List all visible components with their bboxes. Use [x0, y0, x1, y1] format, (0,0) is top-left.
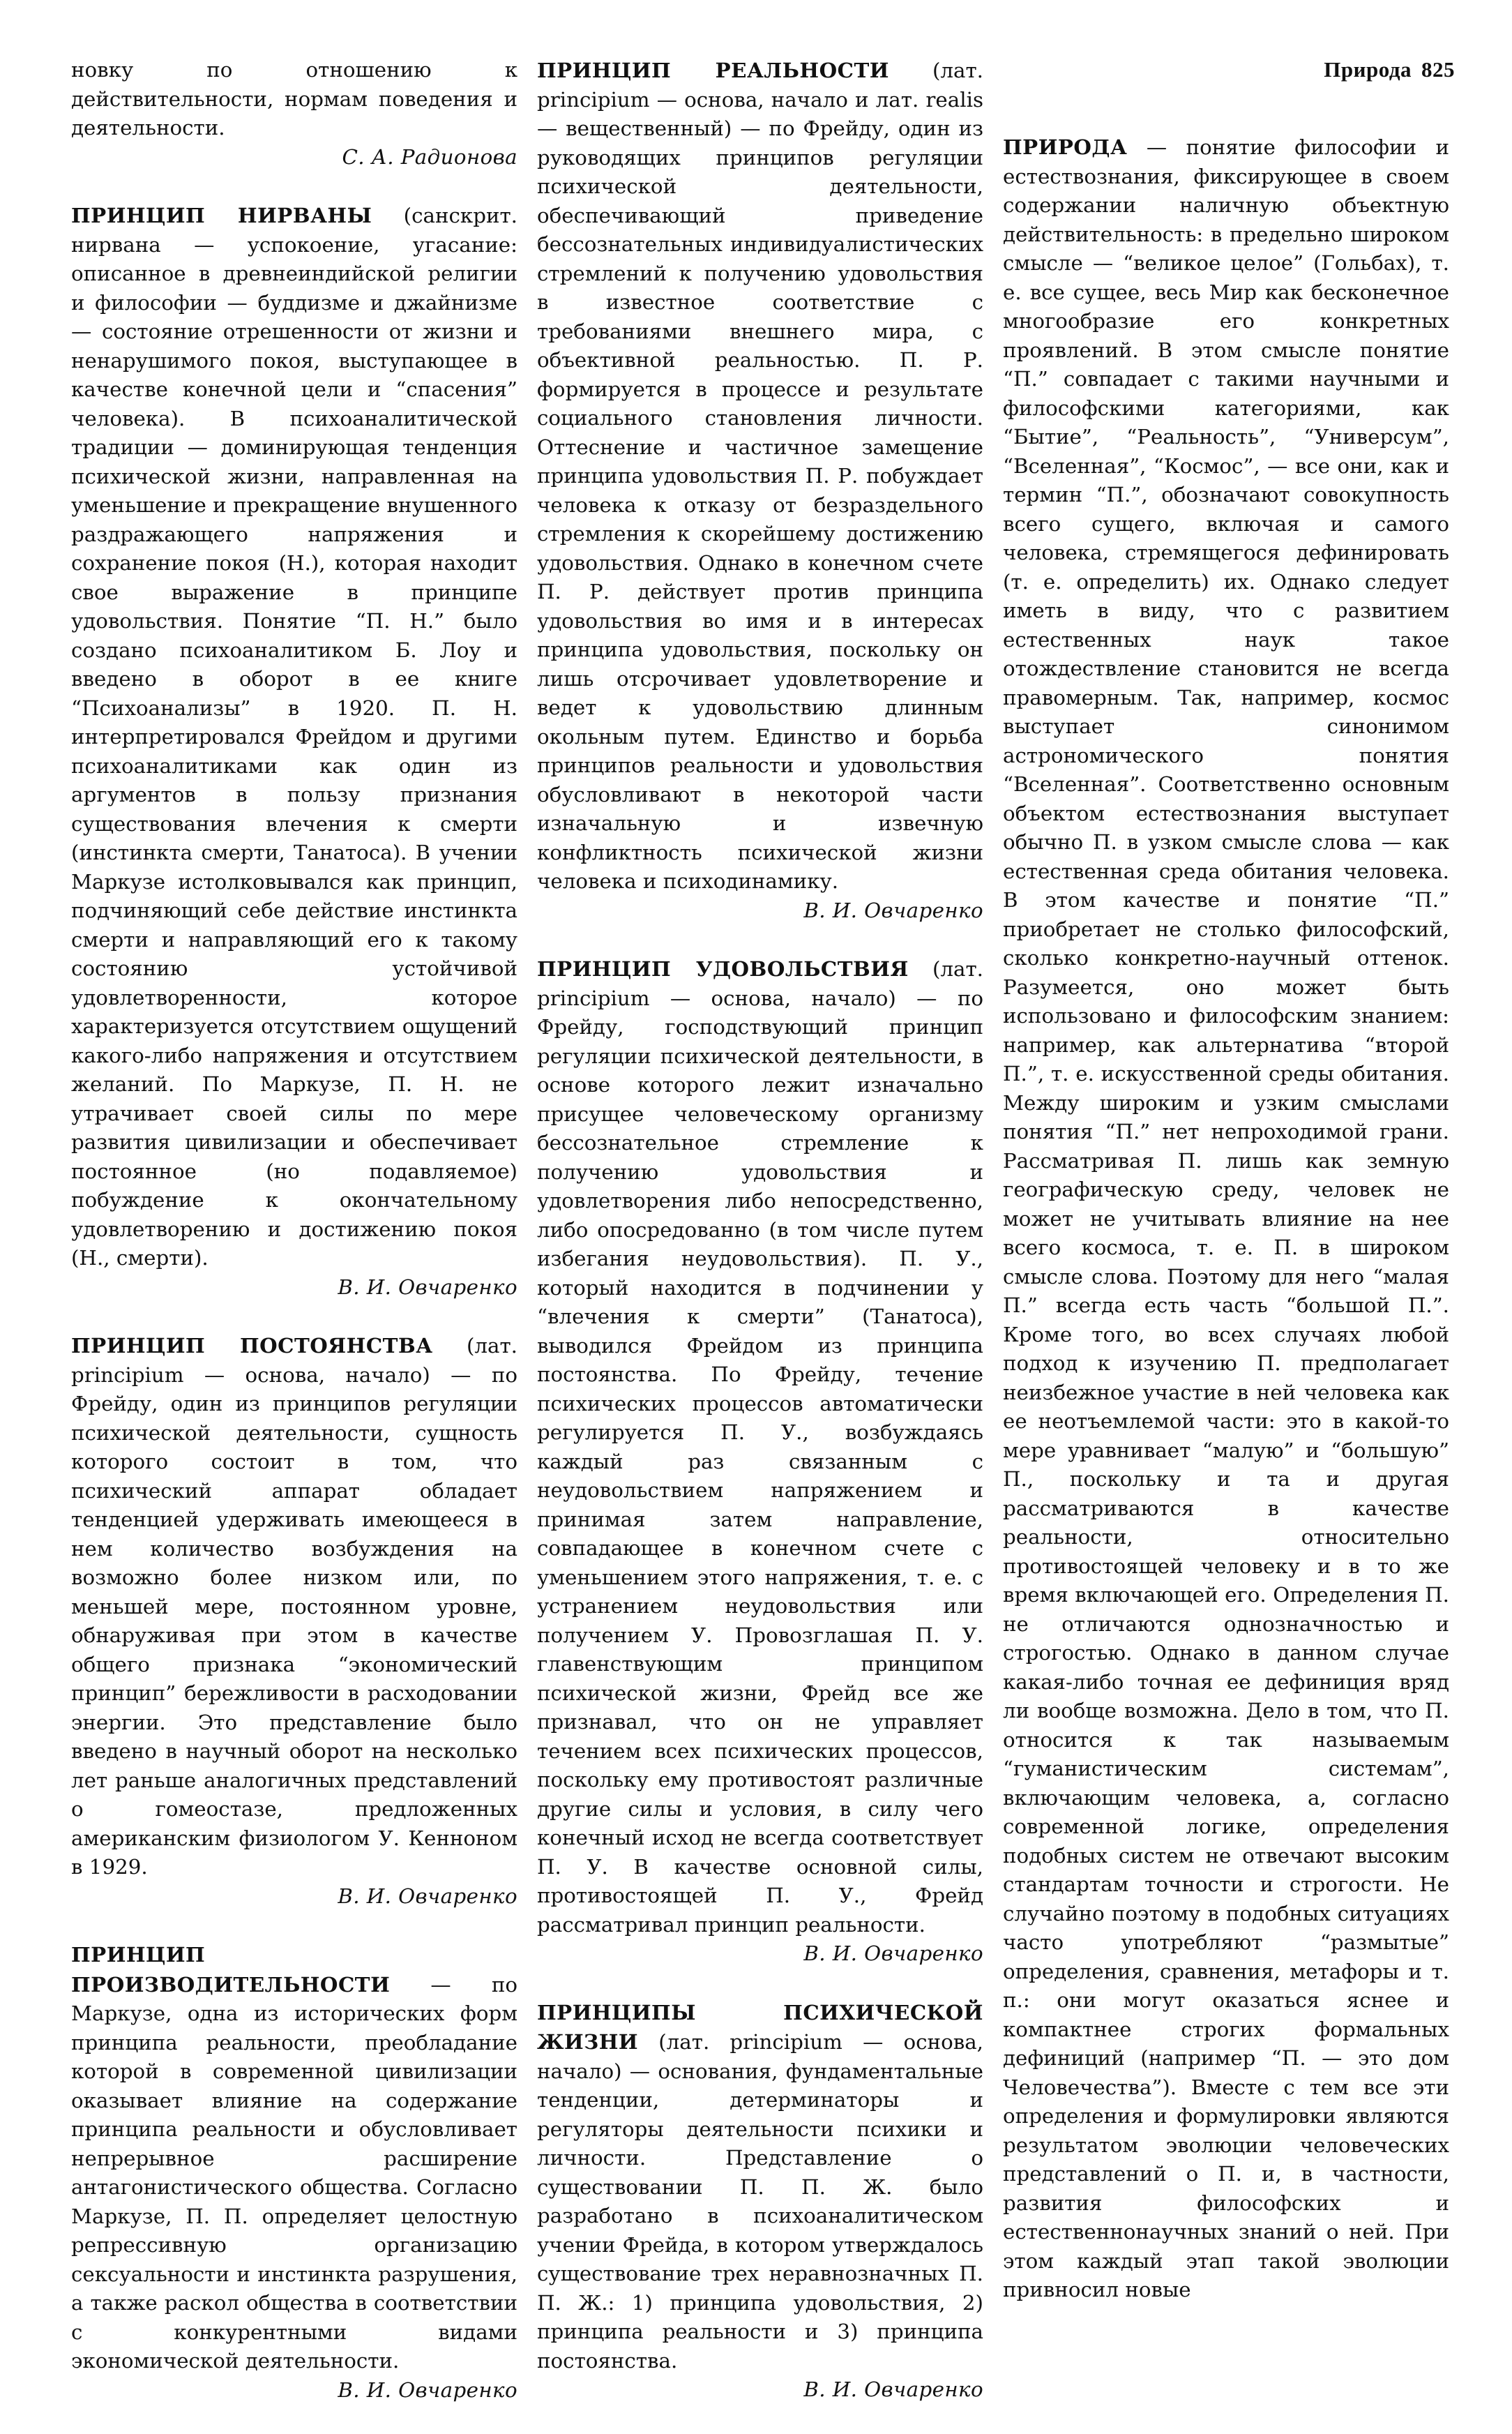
entry-body: новку по отношению к действительности, нормам поведения и деятельности. — [71, 58, 517, 140]
entry-body: (лат. principium — основа, начало) — по Фрейду, один из принципов регуляции психической деятельности, сущность которого состоит в том, что психический аппарат обладает тенденцией удерживать имеющееся в нем количество возбуждения на возможно более низком или, по меньшей мере, постоянном уровне, обнаруживая при этом в качестве общего признака “экономический принцип” бережливости в расходовании энергии. Это представление было введено в научный оборот на несколько лет раньше аналогичных представлений о гомеостазе, предложенных американским физиологом У. Кенноном в 1929. — [71, 1334, 517, 1879]
entry-term: ПРИНЦИП УДОВОЛЬСТВИЯ — [537, 956, 909, 981]
entry-author: В. И. Овчаренко — [338, 1884, 517, 1908]
page-number: 825 — [1421, 57, 1455, 82]
entry-author: С. А. Радионова — [342, 144, 517, 169]
entry-text — [1003, 133, 1449, 2305]
entry-body: (лат. principium — основа, начало) — основания, фундаментальные тенденции, детерминаторы и регуляторы деятельности психики и личности. Представление о существовании П. П. Ж. было разработано в психоаналитическом учении Фрейда, в котором утверждалось существование трех неравнозначных П. П. Ж.: 1) принципа удовольствия, 2) принципа реальности и 3) принципа постоянства. — [537, 2030, 983, 2373]
entry-author: В. И. Овчаренко — [803, 1941, 983, 1965]
entry-nature — [1003, 133, 1449, 2305]
entry-author: В. И. Овчаренко — [803, 898, 983, 922]
entry-text — [71, 1331, 517, 1882]
column-1 — [71, 56, 517, 2434]
column-3 — [1003, 133, 1449, 2334]
entry-term: ПРИНЦИП ПОСТОЯНСТВА — [71, 1333, 433, 1358]
entry-productivity — [71, 1940, 517, 2405]
entry-term: ПРИНЦИП НИРВАНЫ — [71, 203, 372, 227]
entry-body: (санскрит. нирвана — успокоение, угасание: описанное в древнеиндийской религии и философии — буддизме и джайнизме — состояние отрешенности от жизни и ненарушимого покоя, выступающее в качестве конечной цели и “спасения” человека). В психоаналитической традиции — доминирующая тенденция психической жизни, направленная на уменьшение и прекращение внушенного раздражающего напряжения и сохранение покоя (Н.), которая находит свое выражение в принципе удовольствия. Понятие “П. Н.” было создано психоаналитиком Б. Лоу и введено в оборот в ее книге “Психоанализы” в 1920. П. Н. интерпретировался Фрейдом и другими психоаналитиками как один из аргументов в пользу признания существования влечения к смерти (инстинкта смерти, Танатоса). В учении Маркузе истолковывался как принцип, подчиняющий себе действие инстинкта смерти и направляющий его к такому состоянию устойчивой удовлетворенности, которое характеризуется отсутствием ощущений какого-либо напряжения и отсутствием желаний. По Маркузе, П. Н. не утрачивает своей силы по мере развития цивилизации и обеспечивает постоянное (но подавляемое) побуждение к окончательному удовлетворению и достижению покоя (Н., смерти). — [71, 204, 517, 1270]
entry-body: — понятие философии и естествознания, фиксирующее в своем содержании наличную объектную действительность: в предельно широком смысле — “великое целое” (Гольбах), т. е. все сущее, весь Мир как бесконечное многообразие его конкретных проявлений. В этом смысле понятие “П.” совпадает с такими научными и философскими категориями, как “Бытие”, “Реальность”, “Универсум”, “Вселенная”, “Космос”, — все они, как и термин “П.”, обозначают совокупность всего сущего, включая и самого человека, стремящегося дефинировать (т. е. определить) их. Однако следует иметь в виду, что с развитием естественных наук такое отождествление становится не всегда правомерным. Так, например, космос выступает синонимом астрономического понятия “Вселенная”. Соответственно основным объектом естествознания выступает обычно П. в узком смысле слова — как естественная среда обитания человека. В этом качестве и понятие “П.” приобретает не столько философский, сколько конкретно-научный оттенок. Разумеется, оно может быть использовано и философским знанием: например, как альтернатива “второй П.”, т. е. искусственной среды обитания. Между широким и узким смыслами понятия “П.” нет непроходимой грани. Рассматривая П. лишь как земную географическую среду, человек не может не учитывать влияние на нее всего космоса, т. е. П. в широком смысле слова. Поэтому для него “малая П.” всегда есть часть “большой П.”. Кроме того, во всех случаях любой подход к изучению П. предполагает неизбежное участие в ней человека как ее неотъемлемой части: это в какой-то мере уравнивает “малую” и “большую” П., поскольку и та и другая рассматриваются в качестве реальности, относительно противостоящей человеку и в то же время включающей его. Определения П. не отличаются однозначностью и строгостью. Однако в данном случае какая-либо точная ее дефиниция вряд ли вообще возможна. Дело в том, что П. относится к так называемым “гуманистическим системам”, включающим человека, а, согласно современной логике, определения подобных систем не отвечают высоким стандартам точности и строгости. Не случайно поэтому в подобных ситуациях часто употребляют “размытые” определения, сравнения, метафоры и т. п.: они могут оказаться яснее и компактнее строгих формальных дефиниций (например “П. — это дом Человечества”). Вместе с тем все эти определения и формулировки являются результатом эволюции человеческих представлений о П. и, в частности, развития философских и естественнонаучных знаний о ней. При этом каждый этап такой эволюции привносил новые — [1003, 135, 1449, 2301]
entry-text — [71, 201, 517, 1273]
entry-nirvana — [71, 201, 517, 1302]
entry-term: ПРИНЦИП РЕАЛЬНОСТИ — [537, 58, 889, 82]
entry-text — [537, 56, 983, 896]
entry-author: В. И. Овчаренко — [803, 2377, 983, 2401]
entry-text — [71, 1940, 517, 2376]
column-2 — [537, 56, 983, 2434]
entry-pleasure — [537, 954, 983, 1969]
entry-body: (лат. principium — основа, начало) — по Фрейду, господствующий принцип регуляции психической деятельности, в основе которого лежит изначально присущее человеческому организму бессознательное стремление к получению удовольствия и удовлетворения либо непосредственно, либо опосредованно (в том числе путем избегания неудовольствия). П. У., который находится в подчинении у “влечения к смерти” (Танатоса), выводился Фрейдом из принципа постоянства. По Фрейду, течение психических процессов автоматически регулируется П. У., возбуждаясь каждый раз связанным с неудовольствием напряжением и принимая затем направление, совпадающее в конечном счете с уменьшением этого напряжения, т. е. с устранением неудовольствия или получением У. Провозглашая П. У. главенствующим принципом психической жизни, Фрейд все же признавал, что он не управляет течением всех психических процессов, поскольку ему противостоят различные другие силы и условия, в силу чего конечный исход не всегда соответствует П. У. В качестве основной силы, противостоящей П. У., Фрейд рассматривал принцип реальности. — [537, 957, 983, 1937]
entry-continuation — [71, 56, 517, 172]
entry-term: ПРИНЦИПЫ ПСИХИЧЕСКОЙ ЖИЗНИ — [537, 1999, 983, 2054]
entry-body: — по Маркузе, одна из исторических форм принципа реальности, преобладание которой в современной цивилизации оказывает влияние на содержание принципа реальности и обусловливает непрерывное расширение антагонистического общества. Согласно Маркузе, П. П. определяет целостную репрессивную организацию сексуальности и инстинкта разрушения, а также раскол общества в соответствии с конкурентными видами экономической деятельности. — [71, 1972, 517, 2373]
entry-term: ПРИНЦИП ПРОИЗВОДИТЕЛЬНОСТИ — [71, 1942, 391, 1997]
entry-author: В. И. Овчаренко — [338, 1275, 517, 1299]
entry-author: В. И. Овчаренко — [338, 2377, 517, 2402]
running-head-word: Природа — [1324, 57, 1412, 82]
entry-psychic-life — [537, 1998, 983, 2405]
entry-body: (лат. principium — основа, начало и лат. realis — вещественный) — по Фрейду, один из руководящих принципов регуляции психической деятельности, обеспечивающий приведение бессознательных индивидуалистических стремлений к получению удовольствия в известное соответствие с требованиями внешнего мира, с объективной реальностью. П. Р. формируется в процессе и результате социального становления личности. Оттеснение и частичное замещение принципа удовольствия П. Р. побуждает человека к отказу от безраздельного стремления к скорейшему достижению удовольствия. Однако в конечном счете П. Р. действует против принципа удовольствия во имя и в интересах принципа удовольствия, поскольку он лишь отсрочивает удовлетворение и ведет к удовольствию длинным окольным путем. Единство и борьба принципов реальности и удовольствия обусловливают в некоторой части изначальную и извечную конфликтность психической жизни человека и психодинамику. — [537, 59, 983, 893]
entry-term: ПРИРОДА — [1003, 135, 1128, 159]
entry-constancy — [71, 1331, 517, 1911]
running-head — [1324, 57, 1455, 82]
entry-text — [537, 1998, 983, 2376]
entry-reality — [537, 56, 983, 925]
entry-text — [537, 954, 983, 1939]
